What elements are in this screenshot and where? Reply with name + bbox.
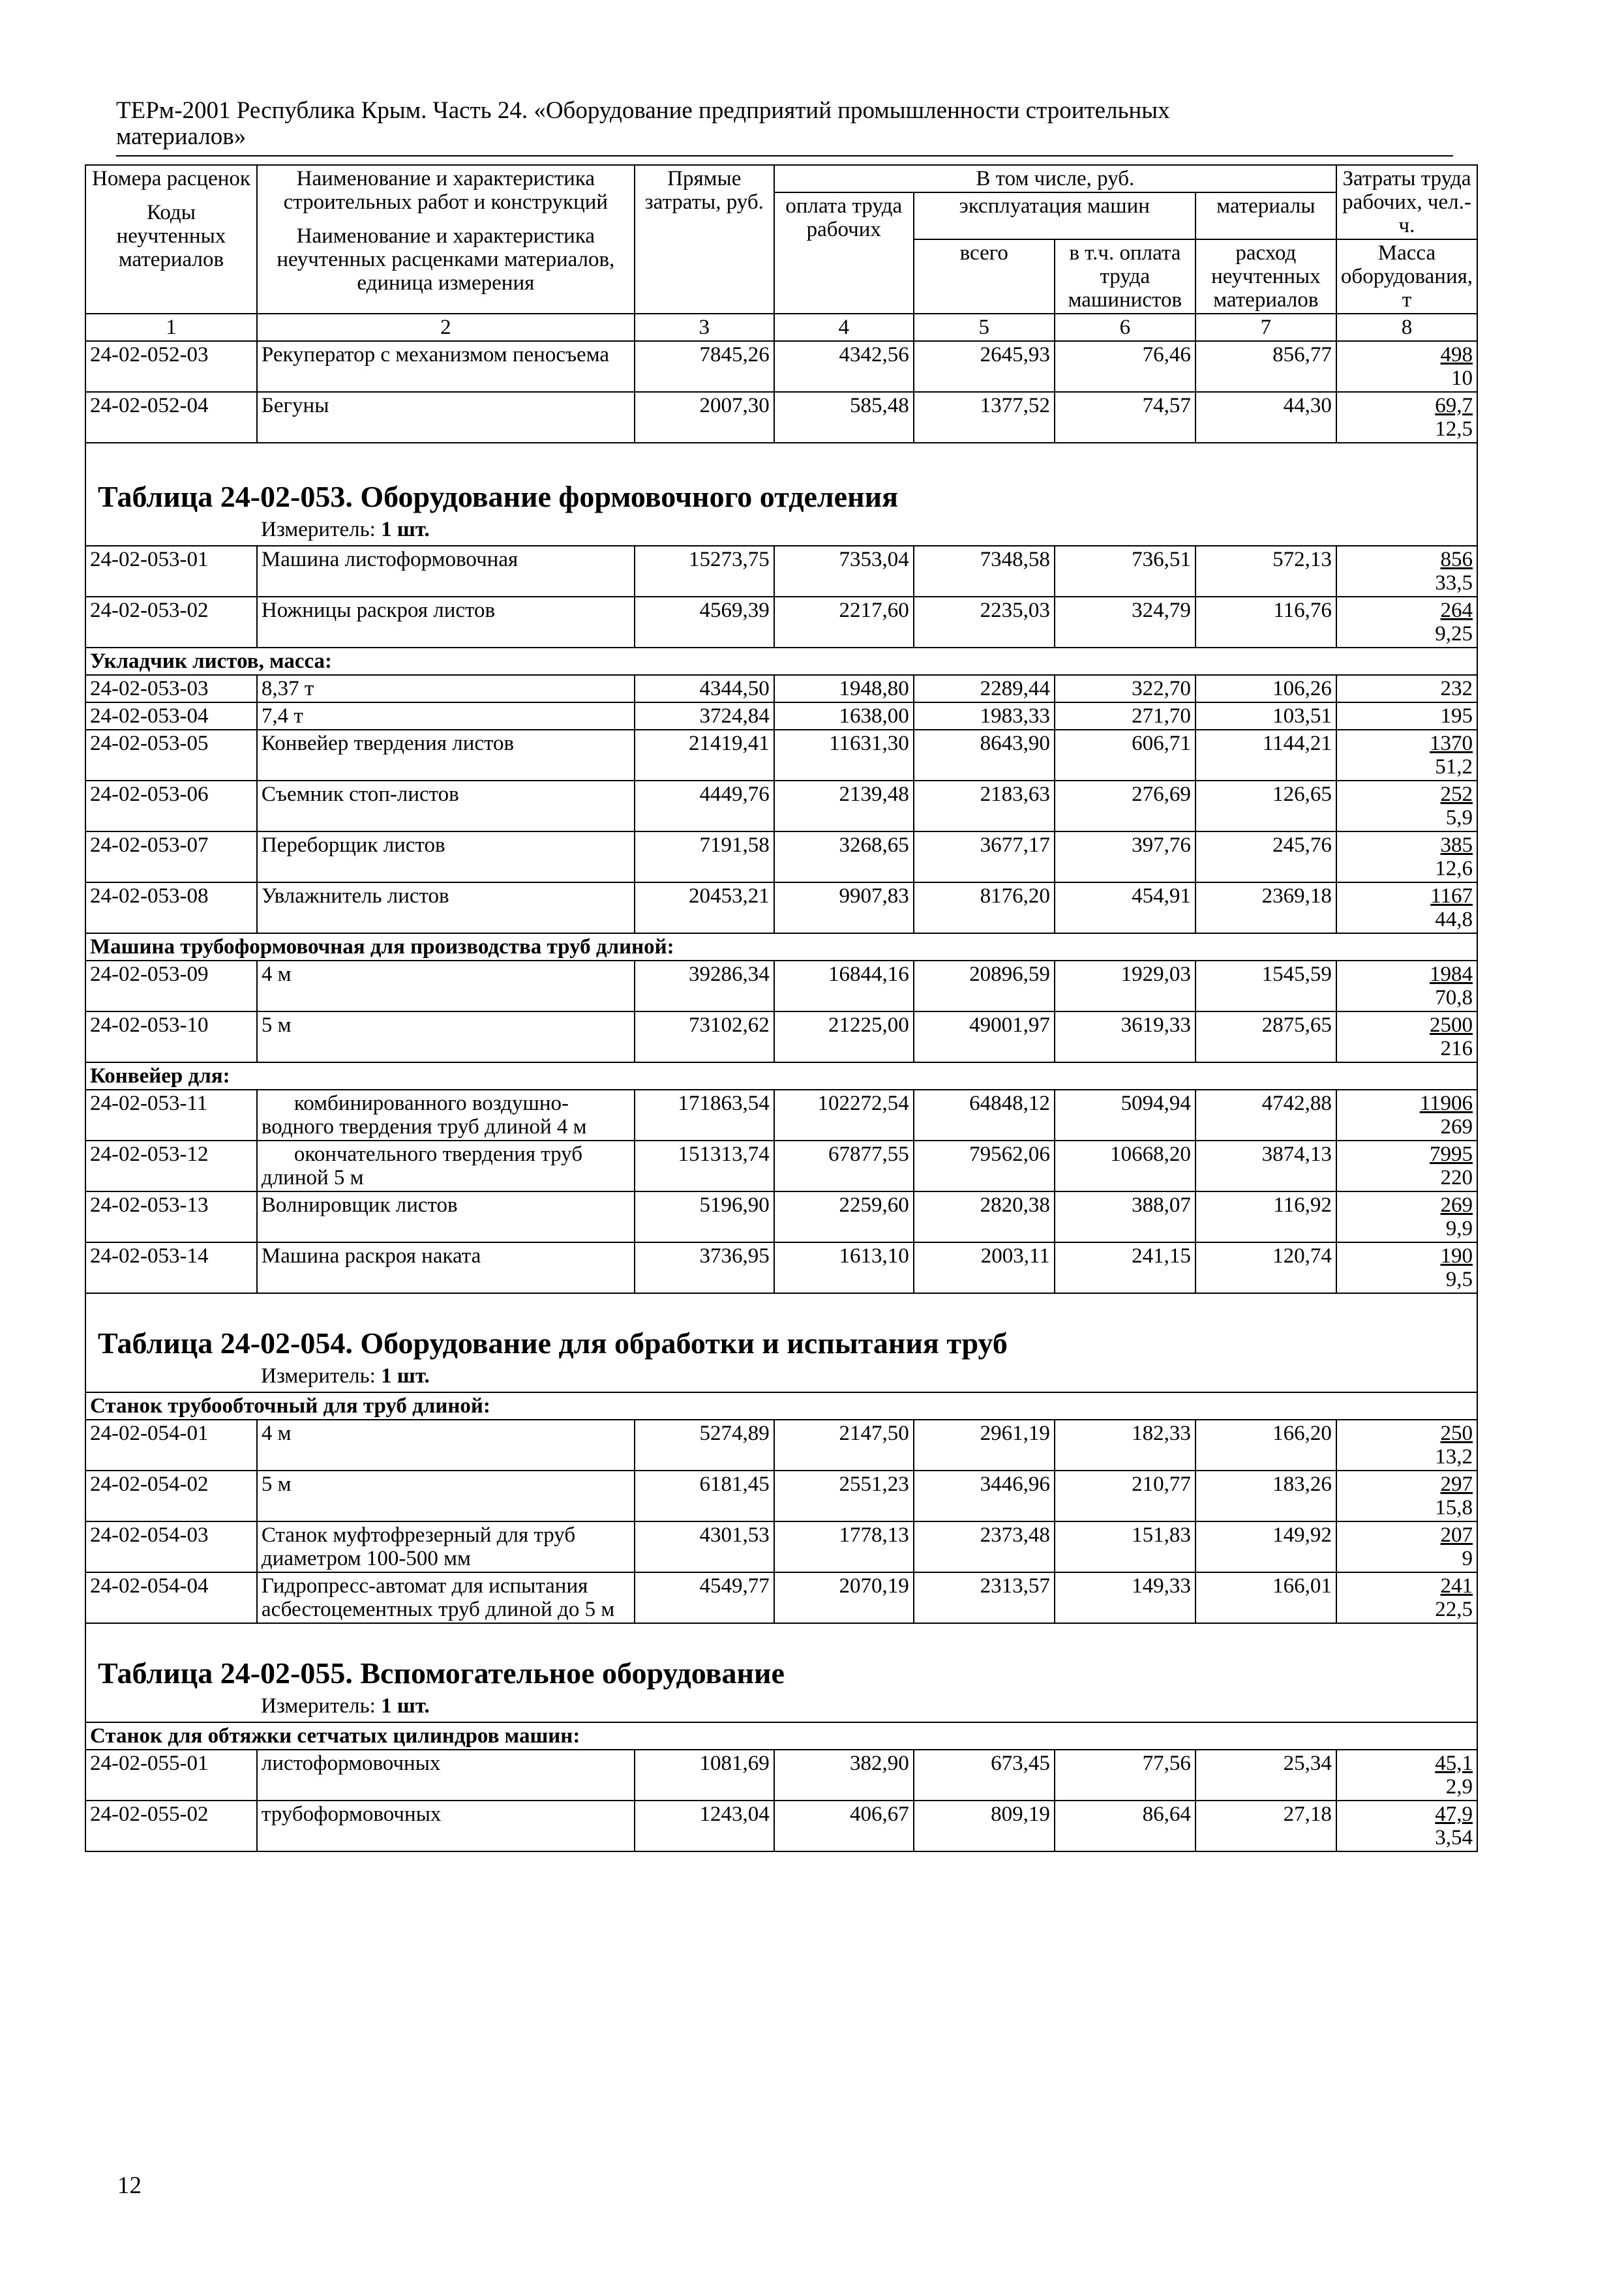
group-heading: Станок для обтяжки сетчатых цилиндров машин: [85,1722,1477,1750]
row-labor-mass [1336,1242,1477,1293]
col-num: 6 [1055,314,1195,341]
row-name: окончательного твердения труб длиной 5 м [257,1141,635,1191]
header-rate-numbers: Номера расценок [91,167,250,190]
header-material-codes: Коды неучтенных материалов [116,201,226,271]
table-row [85,597,1477,648]
row-mass: 15,8 [1435,1496,1473,1519]
row-machines: 8176,20 [914,882,1055,933]
row-code: 24-02-053-10 [85,1011,257,1062]
section-header-053 [85,443,1477,546]
row-direct: 73102,62 [635,1011,774,1062]
row-direct: 7845,26 [635,341,774,392]
row-direct: 20453,21 [635,882,774,933]
row-labor: 264 [1440,599,1473,622]
row-direct: 1081,69 [635,1750,774,1801]
row-labor: 190 [1440,1244,1473,1268]
row-name: 4 м [257,1420,635,1471]
row-direct: 5274,89 [635,1420,774,1471]
row-machines: 3446,96 [914,1471,1055,1521]
group-row [85,1392,1477,1420]
row-name: 7,4 т [257,702,635,730]
group-row [85,648,1477,675]
measure-label: Измеритель: [261,1364,376,1388]
row-mass: 269 [1440,1115,1473,1139]
row-name: 5 м [257,1471,635,1521]
row-mass: 9 [1462,1547,1473,1570]
header-in-total: В том числе, руб. [774,165,1336,192]
row-labor-mass [1336,597,1477,648]
header-rule [116,155,1453,157]
row-wages: 2259,60 [774,1191,914,1242]
header-line-2: материалов» [116,123,247,150]
row-name: 5 м [257,1011,635,1062]
row-machine-wages: 76,46 [1055,341,1195,392]
col-num: 2 [257,314,635,341]
row-direct: 3724,84 [635,702,774,730]
row-machine-wages: 149,33 [1055,1572,1195,1623]
row-materials: 245,76 [1195,831,1336,882]
row-labor: 856 [1440,548,1473,571]
header-codes [85,165,257,314]
row-wages: 102272,54 [774,1090,914,1141]
row-mass: 2,9 [1445,1775,1473,1799]
row-name: Увлажнитель листов [257,882,635,933]
group-row [85,933,1477,961]
row-labor: 2500 [1430,1013,1473,1037]
row-code: 24-02-053-12 [85,1141,257,1191]
row-code: 24-02-052-04 [85,392,257,443]
row-machines: 2289,44 [914,675,1055,702]
table-row [85,781,1477,831]
row-wages: 1613,10 [774,1242,914,1293]
row-labor-mass [1336,1011,1477,1062]
page-number: 12 [117,2172,142,2199]
row-labor-mass [1336,392,1477,443]
measure-label: Измеритель: [261,1694,376,1718]
row-materials: 166,20 [1195,1420,1336,1471]
row-wages: 1778,13 [774,1521,914,1572]
header-materials: материалы [1195,192,1336,239]
table-row [85,1191,1477,1242]
row-direct: 5196,90 [635,1191,774,1242]
row-materials: 572,13 [1195,546,1336,597]
row-labor: 1167 [1430,884,1473,908]
row-code: 24-02-053-07 [85,831,257,882]
row-mass: 216 [1440,1037,1473,1060]
row-name: Машина раскроя наката [257,1242,635,1293]
row-machine-wages: 241,15 [1055,1242,1195,1293]
row-machine-wages: 77,56 [1055,1750,1195,1801]
section-cell [85,1293,1477,1392]
row-labor: 1370 [1430,732,1473,755]
row-labor: 69,7 [1435,394,1473,417]
row-direct: 7191,58 [635,831,774,882]
row-materials: 3874,13 [1195,1141,1336,1191]
row-name: Съемник стоп-листов [257,781,635,831]
table-row [85,702,1477,730]
header-line-1: ТЕРм-2001 Республика Крым. Часть 24. «Оборудование предприятий промышленности строительных [116,97,1170,124]
row-direct: 1243,04 [635,1801,774,1851]
table-row [85,730,1477,781]
row-machine-wages: 86,64 [1055,1801,1195,1851]
row-machines: 49001,97 [914,1011,1055,1062]
row-labor-mass [1336,1471,1477,1521]
row-mass: 3,54 [1435,1826,1473,1849]
header-material-name: Наименование и характеристика неучтенных расценками материалов, единица измерения [277,224,615,295]
row-code: 24-02-052-03 [85,341,257,392]
row-labor: 1984 [1430,963,1473,986]
row-machine-wages: 388,07 [1055,1191,1195,1242]
header-unaccounted: расход неучтенных материалов [1195,239,1336,314]
row-machines: 64848,12 [914,1090,1055,1141]
row-machines: 2235,03 [914,597,1055,648]
row-mass: 10 [1451,367,1473,390]
header-all: всего [914,239,1055,314]
row-mass: 33,5 [1435,571,1473,595]
row-labor: 207 [1440,1523,1473,1547]
row-code: 24-02-053-05 [85,730,257,781]
row-wages: 67877,55 [774,1141,914,1191]
row-labor: 269 [1440,1193,1473,1217]
row-mass: 220 [1440,1166,1473,1189]
row-machine-wages: 151,83 [1055,1521,1195,1572]
row-materials: 126,65 [1195,781,1336,831]
row-labor: 195 [1336,702,1477,730]
row-labor-mass [1336,781,1477,831]
row-machine-wages: 397,76 [1055,831,1195,882]
row-machines: 79562,06 [914,1141,1055,1191]
table-row [85,1521,1477,1572]
row-code: 24-02-054-01 [85,1420,257,1471]
table-row [85,392,1477,443]
table-row [85,1801,1477,1851]
header-direct: Прямые затраты, руб. [635,165,774,314]
header-work-name: Наименование и характеристика строительных работ и конструкций [283,167,609,214]
row-materials: 856,77 [1195,341,1336,392]
row-code: 24-02-053-11 [85,1090,257,1141]
row-wages: 4342,56 [774,341,914,392]
row-direct: 4449,76 [635,781,774,831]
section-cell [85,1623,1477,1722]
row-machines: 809,19 [914,1801,1055,1851]
row-machines: 2961,19 [914,1420,1055,1471]
row-mass: 13,2 [1435,1445,1473,1469]
group-heading: Конвейер для: [85,1062,1477,1090]
row-code: 24-02-054-04 [85,1572,257,1623]
header-labor: Затраты труда рабочих, чел.-ч. [1336,165,1477,239]
row-wages: 1948,80 [774,675,914,702]
row-labor: 241 [1440,1574,1473,1598]
col-num: 3 [635,314,774,341]
row-materials: 2875,65 [1195,1011,1336,1062]
row-wages: 9907,83 [774,882,914,933]
row-labor-mass [1336,1521,1477,1572]
row-wages: 2217,60 [774,597,914,648]
row-machine-wages: 736,51 [1055,546,1195,597]
row-machine-wages: 210,77 [1055,1471,1195,1521]
section-cell [85,443,1477,546]
table-row [85,1750,1477,1801]
col-num: 5 [914,314,1055,341]
header-mass: Масса оборудования, т [1336,239,1477,314]
row-machines: 673,45 [914,1750,1055,1801]
row-machines: 3677,17 [914,831,1055,882]
row-machine-wages: 5094,94 [1055,1090,1195,1141]
row-machine-wages: 1929,03 [1055,961,1195,1011]
table-row [85,1141,1477,1191]
row-name: Рекуператор с механизмом пеноcъема [257,341,635,392]
row-machines: 2003,11 [914,1242,1055,1293]
table-row [85,831,1477,882]
row-labor: 11906 [1419,1092,1473,1115]
row-labor: 47,9 [1435,1803,1473,1826]
row-wages: 11631,30 [774,730,914,781]
table-row [85,546,1477,597]
table-row [85,1572,1477,1623]
row-mass: 12,6 [1435,857,1473,880]
table-row [85,1471,1477,1521]
row-labor: 252 [1440,783,1473,806]
table-row [85,1242,1477,1293]
row-mass: 51,2 [1435,755,1473,779]
row-wages: 2147,50 [774,1420,914,1471]
row-labor: 297 [1440,1473,1473,1496]
row-machine-wages: 324,79 [1055,597,1195,648]
row-name: 8,37 т [257,675,635,702]
row-machines: 2645,93 [914,341,1055,392]
table-header-row [85,165,1477,192]
row-labor-mass [1336,1191,1477,1242]
col-num: 8 [1336,314,1477,341]
row-wages: 21225,00 [774,1011,914,1062]
row-labor: 250 [1440,1422,1473,1445]
section-title: Таблица 24-02-055. Вспомогательное оборудование [98,1656,785,1690]
row-machines: 7348,58 [914,546,1055,597]
row-machines: 2373,48 [914,1521,1055,1572]
row-materials: 1144,21 [1195,730,1336,781]
section-title: Таблица 24-02-053. Оборудование формовочного отделения [98,480,898,513]
row-labor: 7995 [1430,1143,1473,1166]
row-name: 4 м [257,961,635,1011]
row-mass: 5,9 [1445,806,1473,830]
row-machines: 2313,57 [914,1572,1055,1623]
row-machines: 1983,33 [914,702,1055,730]
col-num: 1 [85,314,257,341]
row-direct: 4569,39 [635,597,774,648]
row-name: листоформовочных [257,1750,635,1801]
row-machine-wages: 3619,33 [1055,1011,1195,1062]
row-code: 24-02-055-02 [85,1801,257,1851]
table-row [85,1090,1477,1141]
col-num: 7 [1195,314,1336,341]
row-code: 24-02-053-02 [85,597,257,648]
group-row [85,1062,1477,1090]
row-labor-mass [1336,546,1477,597]
group-heading: Станок трубообточный для труб длиной: [85,1392,1477,1420]
row-code: 24-02-053-01 [85,546,257,597]
row-code: 24-02-053-04 [85,702,257,730]
table-row [85,1011,1477,1062]
row-direct: 4344,50 [635,675,774,702]
row-labor: 232 [1336,675,1477,702]
row-direct: 4549,77 [635,1572,774,1623]
col-num: 4 [774,314,914,341]
row-materials: 106,26 [1195,675,1336,702]
row-machine-wages: 74,57 [1055,392,1195,443]
row-materials: 4742,88 [1195,1090,1336,1141]
measure-value: 1 шт. [381,1364,430,1388]
section-header-055 [85,1623,1477,1722]
row-wages: 382,90 [774,1750,914,1801]
section-measure [98,516,1465,543]
row-wages: 2070,19 [774,1572,914,1623]
row-name: комбинированного воздушно-водного твердения труб длиной 4 м [257,1090,635,1141]
row-labor-mass [1336,831,1477,882]
row-machine-wages: 454,91 [1055,882,1195,933]
row-labor: 385 [1440,833,1473,857]
row-materials: 149,92 [1195,1521,1336,1572]
measure-value: 1 шт. [381,518,430,541]
row-name: Волнировщик листов [257,1191,635,1242]
row-code: 24-02-054-02 [85,1471,257,1521]
row-materials: 27,18 [1195,1801,1336,1851]
row-wages: 3268,65 [774,831,914,882]
row-wages: 1638,00 [774,702,914,730]
row-machine-wages: 276,69 [1055,781,1195,831]
group-heading: Укладчик листов, масса: [85,648,1477,675]
row-mass: 12,5 [1435,417,1473,441]
row-direct: 6181,45 [635,1471,774,1521]
row-mass: 9,25 [1435,622,1473,646]
row-labor-mass [1336,341,1477,392]
section-measure [98,1363,1465,1389]
row-materials: 116,92 [1195,1191,1336,1242]
row-labor: 498 [1440,343,1473,367]
row-machine-wages: 606,71 [1055,730,1195,781]
row-materials: 120,74 [1195,1242,1336,1293]
row-wages: 2139,48 [774,781,914,831]
row-direct: 3736,95 [635,1242,774,1293]
row-mass: 9,5 [1445,1268,1473,1291]
header-machines: эксплуатация машин [914,192,1195,239]
row-direct: 171863,54 [635,1090,774,1141]
row-machine-wages: 10668,20 [1055,1141,1195,1191]
row-name: Конвейер твердения листов [257,730,635,781]
column-numbers-row [85,314,1477,341]
row-name: Переборщик листов [257,831,635,882]
row-materials: 44,30 [1195,392,1336,443]
row-code: 24-02-054-03 [85,1521,257,1572]
row-labor-mass [1336,1572,1477,1623]
row-mass: 44,8 [1435,908,1473,931]
row-labor-mass [1336,1750,1477,1801]
section-title: Таблица 24-02-054. Оборудование для обработки и испытания труб [98,1326,1008,1360]
row-direct: 21419,41 [635,730,774,781]
row-code: 24-02-053-09 [85,961,257,1011]
row-wages: 585,48 [774,392,914,443]
row-materials: 116,76 [1195,597,1336,648]
section-header-054 [85,1293,1477,1392]
row-mass: 22,5 [1435,1598,1473,1621]
table-row [85,1420,1477,1471]
group-heading: Машина трубоформовочная для производства труб длиной: [85,933,1477,961]
row-name: трубоформовочных [257,1801,635,1851]
row-direct: 151313,74 [635,1141,774,1191]
measure-value: 1 шт. [381,1694,430,1718]
row-machines: 2820,38 [914,1191,1055,1242]
row-machine-wages: 182,33 [1055,1420,1195,1471]
row-direct: 15273,75 [635,546,774,597]
row-materials: 2369,18 [1195,882,1336,933]
section-measure [98,1693,1465,1719]
row-labor-mass [1336,882,1477,933]
row-name: Машина листоформовочная [257,546,635,597]
table-row [85,961,1477,1011]
table-row [85,341,1477,392]
row-materials: 166,01 [1195,1572,1336,1623]
row-mass: 70,8 [1435,986,1473,1010]
header-names [257,165,635,314]
group-row [85,1722,1477,1750]
row-name: Бегуны [257,392,635,443]
row-labor-mass [1336,730,1477,781]
row-direct: 39286,34 [635,961,774,1011]
row-wages: 406,67 [774,1801,914,1851]
row-wages: 2551,23 [774,1471,914,1521]
row-labor-mass [1336,1801,1477,1851]
document-header [116,98,1453,150]
row-materials: 183,26 [1195,1471,1336,1521]
header-incl-wages: в т.ч. оплата труда машинистов [1055,239,1195,314]
row-materials: 1545,59 [1195,961,1336,1011]
row-direct: 2007,30 [635,392,774,443]
row-code: 24-02-053-06 [85,781,257,831]
row-code: 24-02-055-01 [85,1750,257,1801]
row-machines: 8643,90 [914,730,1055,781]
row-name: Станок муфтофрезерный для труб диаметром 100-500 мм [257,1521,635,1572]
row-code: 24-02-053-14 [85,1242,257,1293]
table-row [85,675,1477,702]
row-labor-mass [1336,1141,1477,1191]
measure-label: Измеритель: [261,518,376,541]
row-labor: 45,1 [1435,1752,1473,1775]
row-labor-mass [1336,1420,1477,1471]
row-machines: 2183,63 [914,781,1055,831]
table-row [85,882,1477,933]
row-name: Гидропресс-автомат для испытания асбестоцементных труб длиной до 5 м [257,1572,635,1623]
row-code: 24-02-053-03 [85,675,257,702]
row-wages: 7353,04 [774,546,914,597]
row-code: 24-02-053-13 [85,1191,257,1242]
row-machine-wages: 322,70 [1055,675,1195,702]
row-mass: 9,9 [1445,1217,1473,1240]
row-code: 24-02-053-08 [85,882,257,933]
row-machine-wages: 271,70 [1055,702,1195,730]
row-name: Ножницы раскроя листов [257,597,635,648]
row-machines: 1377,52 [914,392,1055,443]
row-materials: 103,51 [1195,702,1336,730]
row-direct: 4301,53 [635,1521,774,1572]
header-wages: оплата труда рабочих [774,192,914,314]
row-labor-mass [1336,961,1477,1011]
row-wages: 16844,16 [774,961,914,1011]
row-materials: 25,34 [1195,1750,1336,1801]
row-machines: 20896,59 [914,961,1055,1011]
rates-table [85,164,1478,1852]
row-labor-mass [1336,1090,1477,1141]
